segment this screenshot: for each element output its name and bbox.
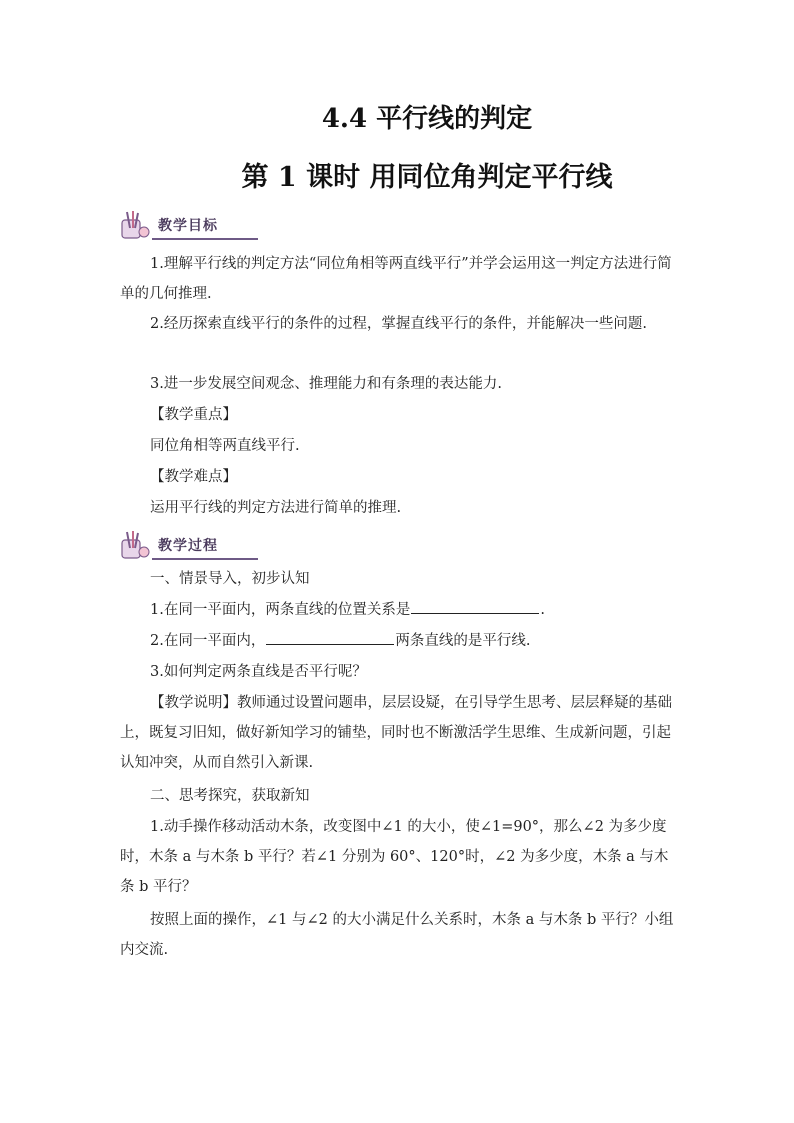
stationery-icon [118,530,152,562]
answer-blank[interactable] [266,628,394,645]
objective-item-1: 1.理解平行线的判定方法“同位角相等两直线平行”并学会运用这一判定方法进行简单的几何推理. [120,256,672,302]
section-label-objectives: 教学目标 [158,218,218,234]
question-3: 3.如何判定两条直线是否平行呢？ [150,664,367,680]
question-1-text: 1.在同一平面内，两条直线的位置关系是 [150,602,411,618]
question-2-text: 2.在同一平面内， [150,633,266,649]
question-1-end: . [540,602,545,618]
section-badge-process [118,530,258,562]
difficult-point-text: 运用平行线的判定方法进行简单的推理. [150,500,402,516]
objective-item-3: 3.进一步发展空间观念、推理能力和有条理的表达能力. [150,376,502,392]
answer-blank[interactable] [411,597,539,614]
follow-up-text: 按照上面的操作，∠1 与∠2 的大小满足什么关系时，木条 a 与木条 b 平行？小组内交流. [120,912,674,958]
activity-text: 1.动手操作移动活动木条，改变图中∠1 的大小，使∠1=90°，那么∠2 为多少度时，木条 a 与木条 b 平行？若∠1 分别为 60°、120°时，∠2 为多少度，木条 a 与木条 b 平行？ [120,819,669,895]
objective-item-2: 2.经历探索直线平行的条件的过程，掌握直线平行的条件，并能解决一些问题. [150,316,647,332]
question-2 [120,626,680,656]
part1-heading: 一、情景导入，初步认知 [150,571,310,587]
teaching-explanation: 【教学说明】教师通过设置问题串，层层设疑，在引导学生思考、层层释疑的基础上，既复习旧知，做好新知学习的铺垫，同时也不断激活学生思维、生成新问题，引起认知冲突，从而自然引入新课. [120,695,672,771]
section-label-process: 教学过程 [158,538,218,554]
key-point-text: 同位角相等两直线平行. [150,438,300,454]
question-2-end: 两条直线的是平行线. [395,633,531,649]
lesson-subtitle: 第 1 课时 用同位角判定平行线 [241,162,613,193]
lesson-title: 4.4 平行线的判定 [321,104,533,134]
section-badge-objectives [118,210,258,242]
stationery-icon [118,210,152,242]
key-point-heading: 【教学重点】 [150,407,237,423]
question-1 [120,595,680,625]
divider [152,558,258,560]
part2-heading: 二、思考探究，获取新知 [150,788,310,804]
difficult-point-heading: 【教学难点】 [150,469,237,485]
divider [152,238,258,240]
